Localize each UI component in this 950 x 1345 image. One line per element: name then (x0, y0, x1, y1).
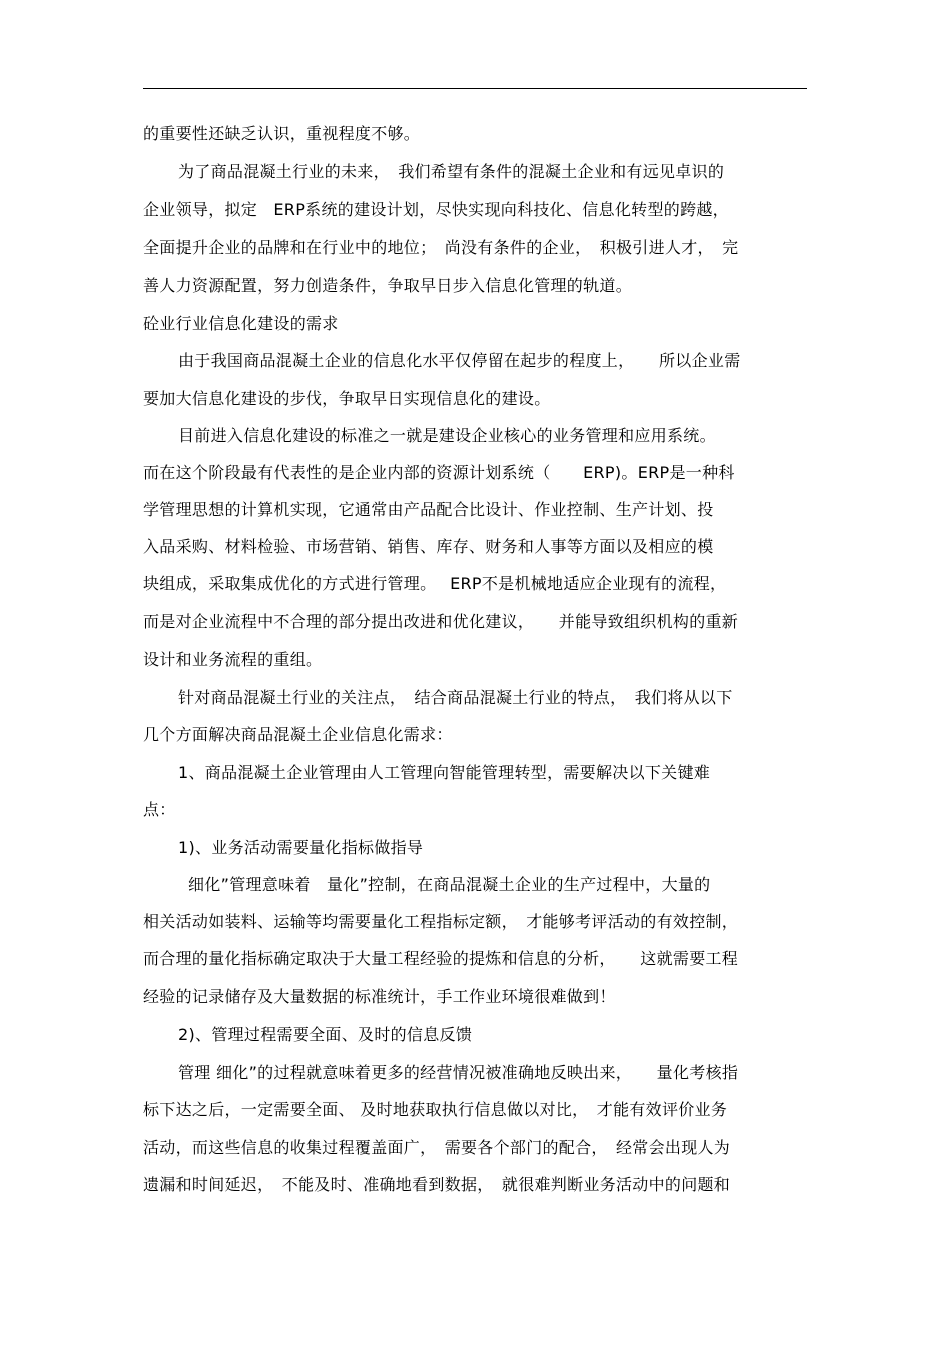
header-rule (143, 88, 807, 89)
subheading: 2)、管理过程需要全面、及时的信息反馈 (178, 1025, 473, 1044)
paragraph-line: 块组成，采取集成优化的方式进行管理。 ERP不是机械地适应企业现有的流程， (143, 574, 727, 593)
paragraph-line: 标下达之后，一定需要全面、 及时地获取执行信息做以对比， 才能有效评价业务 (143, 1100, 728, 1119)
paragraph-line: 几个方面解决商品混凝土企业信息化需求： (143, 725, 453, 744)
paragraph-line: 的重要性还缺乏认识，重视程度不够。 (143, 124, 421, 143)
list-item: 点： (143, 800, 176, 819)
paragraph-line: 活动，而这些信息的收集过程覆盖面广， 需要各个部门的配合， 经常会出现人为 (143, 1138, 731, 1157)
subheading: 1)、业务活动需要量化指标做指导 (178, 838, 424, 857)
paragraph-line: 管理 细化”的过程就意味着更多的经营情况被准确地反映出来， 量化考核指 (178, 1063, 739, 1082)
paragraph-line: 要加大信息化建设的步伐，争取早日实现信息化的建设。 (143, 389, 551, 408)
paragraph-line: 企业领导，拟定 ERP系统的建设计划，尽快实现向科技化、信息化转型的跨越， (143, 200, 729, 219)
paragraph-line: 针对商品混凝土行业的关注点， 结合商品混凝土行业的特点， 我们将从以下 (178, 688, 733, 707)
paragraph-line: 设计和业务流程的重组。 (143, 650, 323, 669)
paragraph-line: 遗漏和时间延迟， 不能及时、准确地看到数据， 就很难判断业务活动中的问题和 (143, 1175, 731, 1194)
paragraph-line: 学管理思想的计算机实现，它通常由产品配合比设计、作业控制、生产计划、投 (143, 500, 714, 519)
paragraph-line: 由于我国商品混凝土企业的信息化水平仅停留在起步的程度上， 所以企业需 (178, 351, 741, 370)
paragraph-line: 而是对企业流程中不合理的部分提出改进和优化建议， 并能导致组织机构的重新 (143, 612, 739, 631)
paragraph-line: 入品采购、材料检验、市场营销、销售、库存、财务和人事等方面以及相应的模 (143, 537, 714, 556)
list-item: 1、商品混凝土企业管理由人工管理向智能管理转型，需要解决以下关键难 (178, 763, 711, 782)
paragraph-line: 善人力资源配置，努力创造条件，争取早日步入信息化管理的轨道。 (143, 276, 633, 295)
paragraph-line: 目前进入信息化建设的标准之一就是建设企业核心的业务管理和应用系统。 (178, 426, 716, 445)
paragraph-line: 为了商品混凝土行业的未来， 我们希望有条件的混凝土企业和有远见卓识的 (178, 162, 725, 181)
paragraph-line: 细化”管理意味着 量化”控制，在商品混凝土企业的生产过程中，大量的 (188, 875, 711, 894)
paragraph-line: 相关活动如装料、运输等均需要量化工程指标定额， 才能够考评活动的有效控制， (143, 912, 739, 931)
paragraph-line: 全面提升企业的品牌和在行业中的地位； 尚没有条件的企业， 积极引进人才， 完 (143, 238, 739, 257)
section-heading: 砼业行业信息化建设的需求 (143, 314, 339, 333)
paragraph-line: 经验的记录储存及大量数据的标准统计，手工作业环境很难做到！ (143, 987, 616, 1006)
paragraph-line: 而在这个阶段最有代表性的是企业内部的资源计划系统（ ERP)。ERP是一种科 (143, 463, 735, 482)
paragraph-line: 而合理的量化指标确定取决于大量工程经验的提炼和信息的分析， 这就需要工程 (143, 949, 739, 968)
